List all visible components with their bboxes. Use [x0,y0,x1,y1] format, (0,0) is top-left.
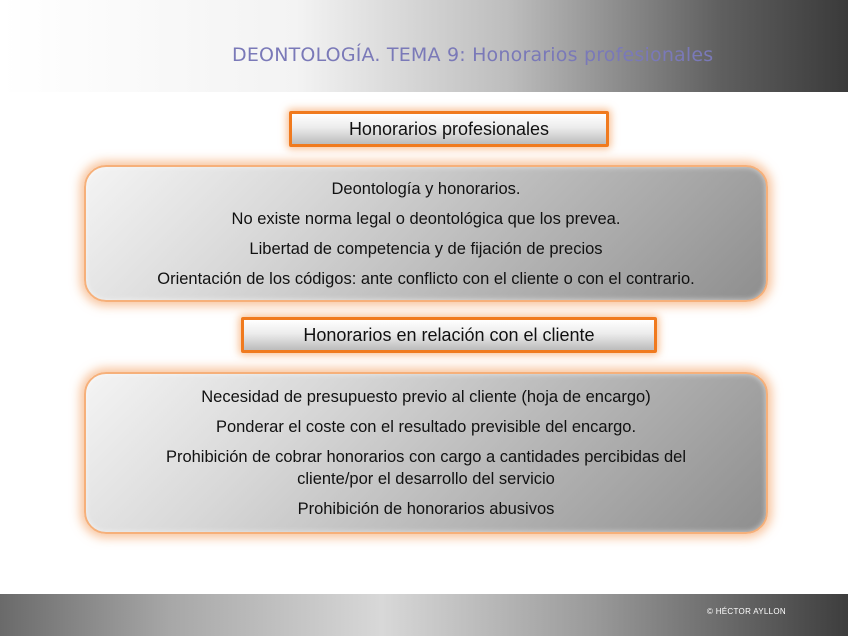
footer-banner [0,594,848,636]
panel2-item-3 [166,446,686,490]
section-label-honorarios-cliente: Honorarios en relación con el cliente [241,317,657,353]
panel2-line-3b: cliente/por el desarrollo del servicio [297,470,555,488]
panel2-line-1: Necesidad de presupuesto previo al cliente (hoja de encargo) [201,388,651,406]
panel2-line-4: Prohibición de honorarios abusivos [297,500,555,518]
panel1-line-4: Orientación de los códigos: ante conflicto con el cliente o con el contrario. [157,269,695,288]
panel1-line-3: Libertad de competencia y de fijación de precios [249,239,603,258]
copyright-text: © HÉCTOR AYLLON [707,607,787,616]
panel2-line-3a: Prohibición de cobrar honorarios con cargo a cantidades percibidas del [165,448,687,466]
slide-title: DEONTOLOGÍA. TEMA 9: Honorarios profesionales [232,44,714,66]
header-banner [0,0,848,92]
section-label-honorarios-profesionales: Honorarios profesionales [289,111,609,147]
panel1-line-2: No existe norma legal o deontológica que los prevea. [231,209,621,228]
panel-honorarios-cliente [84,372,768,534]
panel2-line-2: Ponderar el coste con el resultado previsible del encargo. [215,418,637,436]
panel1-line-1: Deontología y honorarios. [331,179,521,198]
panel-honorarios-profesionales [84,165,768,302]
